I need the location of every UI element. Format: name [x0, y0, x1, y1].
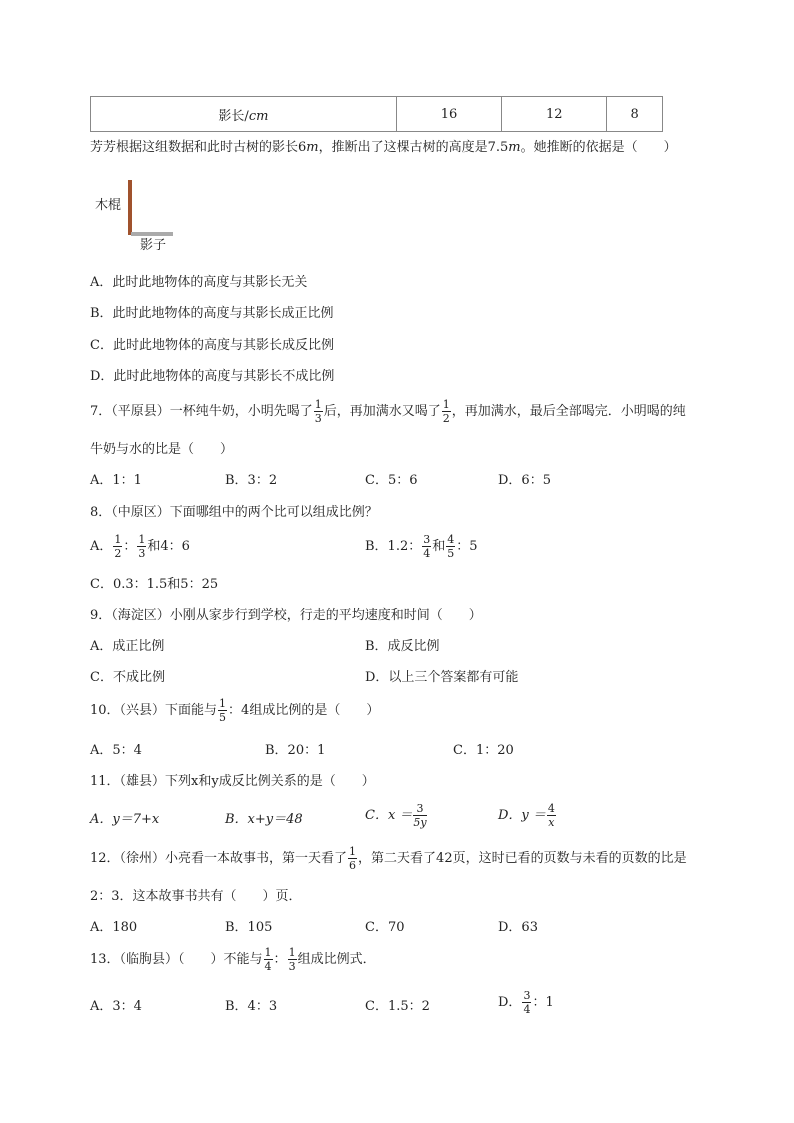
q10-option-b[interactable]: B．20：1 — [265, 743, 326, 758]
q11-option-c[interactable]: C．x ＝ $\frac{3}{5y}$ — [365, 802, 427, 829]
q7-option-c[interactable]: C．5：6 — [365, 473, 418, 488]
q8-option-b[interactable]: B．1.2： $\frac{3}{4}$ 和 $\frac{4}{5}$ ：5 — [365, 533, 478, 560]
q12-stem-cont: 2：3．这本故事书共有（ ）页． — [90, 889, 302, 904]
table-row — [91, 97, 663, 132]
table-cell: 12 — [502, 97, 607, 132]
q6-option-b[interactable]: B．此时此地物体的高度与其影长成正比例 — [90, 306, 334, 321]
q12-option-b[interactable]: B．105 — [225, 920, 273, 935]
q13-option-d[interactable]: D． $\frac{3}{4}$ ：1 — [498, 989, 554, 1016]
q9-stem: 9．（海淀区）小刚从家步行到学校，行走的平均速度和时间（ ） — [90, 608, 482, 623]
q9-option-a[interactable]: A．成正比例 — [90, 639, 165, 654]
table-header-cell: 影长/cm — [91, 97, 397, 132]
q9-option-d[interactable]: D．以上三个答案都有可能 — [365, 670, 519, 685]
stick-drawing — [128, 180, 132, 235]
q13-option-c[interactable]: C．1.5：2 — [365, 999, 430, 1014]
q13-option-b[interactable]: B．4：3 — [225, 999, 278, 1014]
table-cell: 16 — [396, 97, 501, 132]
q11-option-a[interactable]: A．y＝7+x — [90, 812, 160, 827]
table-cell: 8 — [607, 97, 663, 132]
shadow-label: 影子 — [140, 238, 167, 253]
q9-option-b[interactable]: B．成反比例 — [365, 639, 440, 654]
q6-stem: 芳芳根据这组数据和此时古树的影长6m，推断出了这棵古树的高度是7.5m。她推断的依据是（ ） — [90, 140, 677, 155]
q10-option-c[interactable]: C．1：20 — [453, 743, 514, 758]
q10-option-a[interactable]: A．5：4 — [90, 743, 142, 758]
q7-stem: 7．（平原县）一杯纯牛奶，小明先喝了 $\frac{1}{3}$ 后，再加满水又喝了 $\frac{1}{2}$ ，再加满水，最后全部喝完．小明喝的纯 — [90, 398, 686, 425]
q13-option-a[interactable]: A．3：4 — [90, 999, 142, 1014]
q12-option-a[interactable]: A．180 — [90, 920, 138, 935]
q7-option-b[interactable]: B．3：2 — [225, 473, 278, 488]
q6-option-a[interactable]: A．此时此地物体的高度与其影长无关 — [90, 275, 308, 290]
q11-stem: 11．（雄县）下列x和y成反比例关系的是（ ） — [90, 774, 375, 789]
q10-stem: 10．（兴县）下面能与 $\frac{1}{5}$ ：4组成比例的是（ ） — [90, 697, 380, 724]
q11-option-d[interactable]: D．y ＝ $\frac{4}{x}$ — [498, 802, 555, 829]
q8-option-a[interactable]: A． $\frac{1}{2}$ ： $\frac{1}{3}$ 和4：6 — [90, 533, 190, 560]
q6-option-c[interactable]: C．此时此地物体的高度与其影长成反比例 — [90, 338, 334, 353]
stick-label: 木棍 — [95, 198, 122, 213]
q13-stem: 13．（临朐县）（ ）不能与 $\frac{1}{4}$ ： $\frac{1}{3}$ 组成比例式． — [90, 946, 376, 973]
q7-option-a[interactable]: A．1：1 — [90, 473, 142, 488]
shadow-length-table — [90, 96, 663, 132]
q6-option-d[interactable]: D．此时此地物体的高度与其影长不成比例 — [90, 369, 335, 384]
q9-option-c[interactable]: C．不成比例 — [90, 670, 165, 685]
q11-option-b[interactable]: B．x+y＝48 — [225, 812, 303, 827]
q7-option-d[interactable]: D．6：5 — [498, 473, 551, 488]
q8-stem: 8．（中原区）下面哪组中的两个比可以组成比例？ — [90, 505, 378, 520]
q7-stem-cont: 牛奶与水的比是（ ） — [90, 442, 234, 457]
shadow-drawing — [131, 232, 173, 236]
q12-option-c[interactable]: C．70 — [365, 920, 405, 935]
q8-option-c[interactable]: C．0.3：1.5和5：25 — [90, 577, 219, 592]
q12-stem: 12．（徐州）小亮看一本故事书，第一天看了 $\frac{1}{6}$ ，第二天看了42页，这时已看的页数与未看的页数的比是 — [90, 845, 687, 872]
q12-option-d[interactable]: D．63 — [498, 920, 538, 935]
